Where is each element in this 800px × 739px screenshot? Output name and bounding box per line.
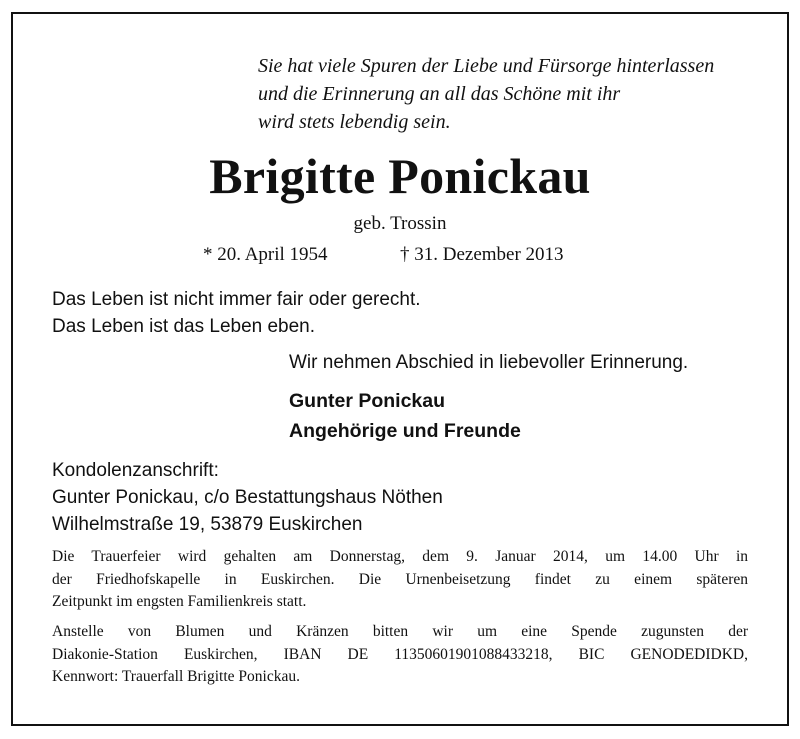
condolence-address (52, 457, 443, 538)
poem-line: und die Erinnerung an all das Schöne mit ihr (258, 83, 621, 105)
maiden-name: geb. Trossin (353, 213, 447, 234)
funeral-line: der Friedhofskapelle in Euskirchen. Die Urnenbeisetzung findet zu einem späteren (52, 570, 748, 588)
deceased-name: Brigitte Ponickau (209, 148, 591, 204)
donation-line: Anstelle von Blumen und Kränzen bitten wir um eine Spende zugunsten der (52, 623, 748, 640)
condolence-line: Gunter Ponickau, c/o Bestattungshaus Nöthen (52, 487, 443, 508)
donation-notice (52, 621, 748, 689)
quote-line: Das Leben ist nicht immer fair oder gerecht. (52, 289, 421, 310)
poem-line: wird stets lebendig sein. (258, 111, 451, 133)
donation-line: Kennwort: Trauerfall Brigitte Ponickau. (52, 668, 300, 685)
birth-date: * 20. April 1954 (203, 244, 328, 265)
signer-name: Gunter Ponickau (289, 390, 446, 412)
funeral-line: Die Trauerfeier wird gehalten am Donnerstag, dem 9. Januar 2014, um 14.00 Uhr in (52, 548, 748, 565)
death-date: † 31. Dezember 2013 (400, 244, 564, 265)
donation-line: Diakonie-Station Euskirchen, IBAN DE 11350601901088433218, BIC GENODEDIDKD, (52, 645, 748, 663)
funeral-line: Zeitpunkt im engsten Familienkreis statt. (52, 593, 307, 610)
signer-family: Angehörige und Freunde (289, 420, 521, 442)
life-quote (52, 286, 421, 340)
poem-line: Sie hat viele Spuren der Liebe und Fürsorge hinterlassen (258, 55, 715, 77)
condolence-label: Kondolenzanschrift: (52, 460, 219, 481)
funeral-notice (52, 546, 748, 614)
farewell-line: Wir nehmen Abschied in liebevoller Erinnerung. (289, 352, 689, 373)
signers (289, 386, 521, 446)
memorial-poem (258, 52, 714, 136)
quote-line: Das Leben ist das Leben eben. (52, 316, 316, 337)
condolence-line: Wilhelmstraße 19, 53879 Euskirchen (52, 514, 363, 535)
